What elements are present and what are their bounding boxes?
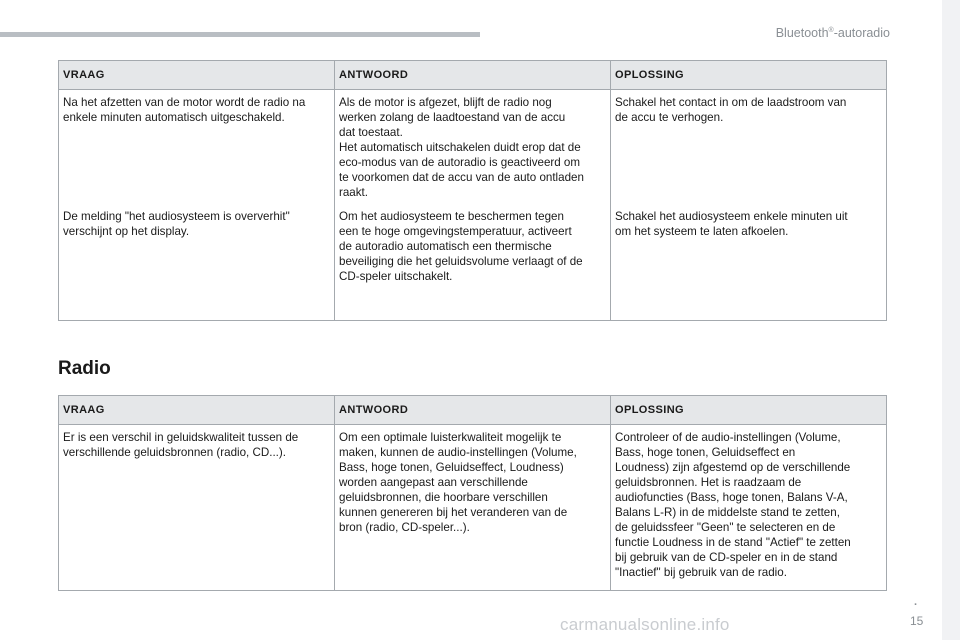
column-header-solution: OPLOSSING bbox=[611, 396, 887, 425]
table-header-row bbox=[59, 396, 887, 425]
page-marker-dot: . bbox=[914, 596, 918, 608]
question-cell: De melding "het audiosysteem is oververhit" verschijnt op het display. bbox=[59, 204, 335, 321]
solution-cell: Schakel het contact in om de laadstroom van de accu te verhogen. bbox=[611, 90, 887, 205]
table-row bbox=[59, 204, 887, 321]
column-header-question: VRAAG bbox=[59, 396, 335, 425]
running-header bbox=[776, 26, 890, 40]
header-rule bbox=[0, 32, 480, 37]
answer-cell: Om het audiosysteem te beschermen tegen een te hoge omgevingstemperatuur, activeert de autoradio automatisch een thermische beveiliging die het geluidsvolume verlaagt of de CD-speler uitschakelt. bbox=[335, 204, 611, 321]
solution-cell: Schakel het audiosysteem enkele minuten uit om het systeem te laten afkoelen. bbox=[611, 204, 887, 321]
page-number: 15 bbox=[910, 614, 924, 628]
table-row bbox=[59, 90, 887, 205]
troubleshooting-table-radio bbox=[58, 395, 887, 591]
column-header-answer: ANTWOORD bbox=[335, 61, 611, 90]
section-heading-radio: Radio bbox=[58, 358, 111, 379]
registered-mark: ® bbox=[828, 26, 834, 34]
running-header-title: Bluetooth bbox=[775, 26, 829, 40]
answer-cell: Als de motor is afgezet, blijft de radio nog werken zolang de laadtoestand van de accu dat toestaat. Het automatisch uitschakelen duidt erop dat de eco-modus van de autoradio is geactiveerd om te voorkomen dat de accu van de auto ontladen raakt. bbox=[335, 90, 611, 205]
answer-cell: Om een optimale luisterkwaliteit mogelijk te maken, kunnen de audio-instellingen (Volume, Bass, hoge tonen, Geluidseffect, Loudness) worden aangepast aan verschillende geluidsbronnen, die hoorbare verschillen kunnen genereren bij het veranderen van de bron (radio, CD-speler...). bbox=[335, 425, 611, 591]
troubleshooting-table-general bbox=[58, 60, 887, 321]
running-header-suffix: -autoradio bbox=[833, 26, 890, 40]
column-header-solution: OPLOSSING bbox=[611, 61, 887, 90]
solution-cell: Controleer of de audio-instellingen (Volume, Bass, hoge tonen, Geluidseffect en Loudness) zijn afgestemd op de verschillende geluidsbronnen. Het is raadzaam de audiofuncties (Bass, hoge tonen, Balans V-A, Balans L-R) in de middelste stand te zetten, de geluidssfeer "Geen" te selecteren en de functie Loudness in de stand "Actief" te zetten bij gebruik van de CD-speler en in de stand "Inactief" bij gebruik van de radio. bbox=[611, 425, 887, 591]
page-side-band bbox=[942, 0, 960, 640]
column-header-answer: ANTWOORD bbox=[335, 396, 611, 425]
column-header-question: VRAAG bbox=[59, 61, 335, 90]
watermark: carmanualsonline.info bbox=[560, 615, 730, 634]
table-row bbox=[59, 425, 887, 591]
table-header-row bbox=[59, 61, 887, 90]
question-cell: Na het afzetten van de motor wordt de radio na enkele minuten automatisch uitgeschakeld. bbox=[59, 90, 335, 205]
question-cell: Er is een verschil in geluidskwaliteit tussen de verschillende geluidsbronnen (radio, CD...). bbox=[59, 425, 335, 591]
